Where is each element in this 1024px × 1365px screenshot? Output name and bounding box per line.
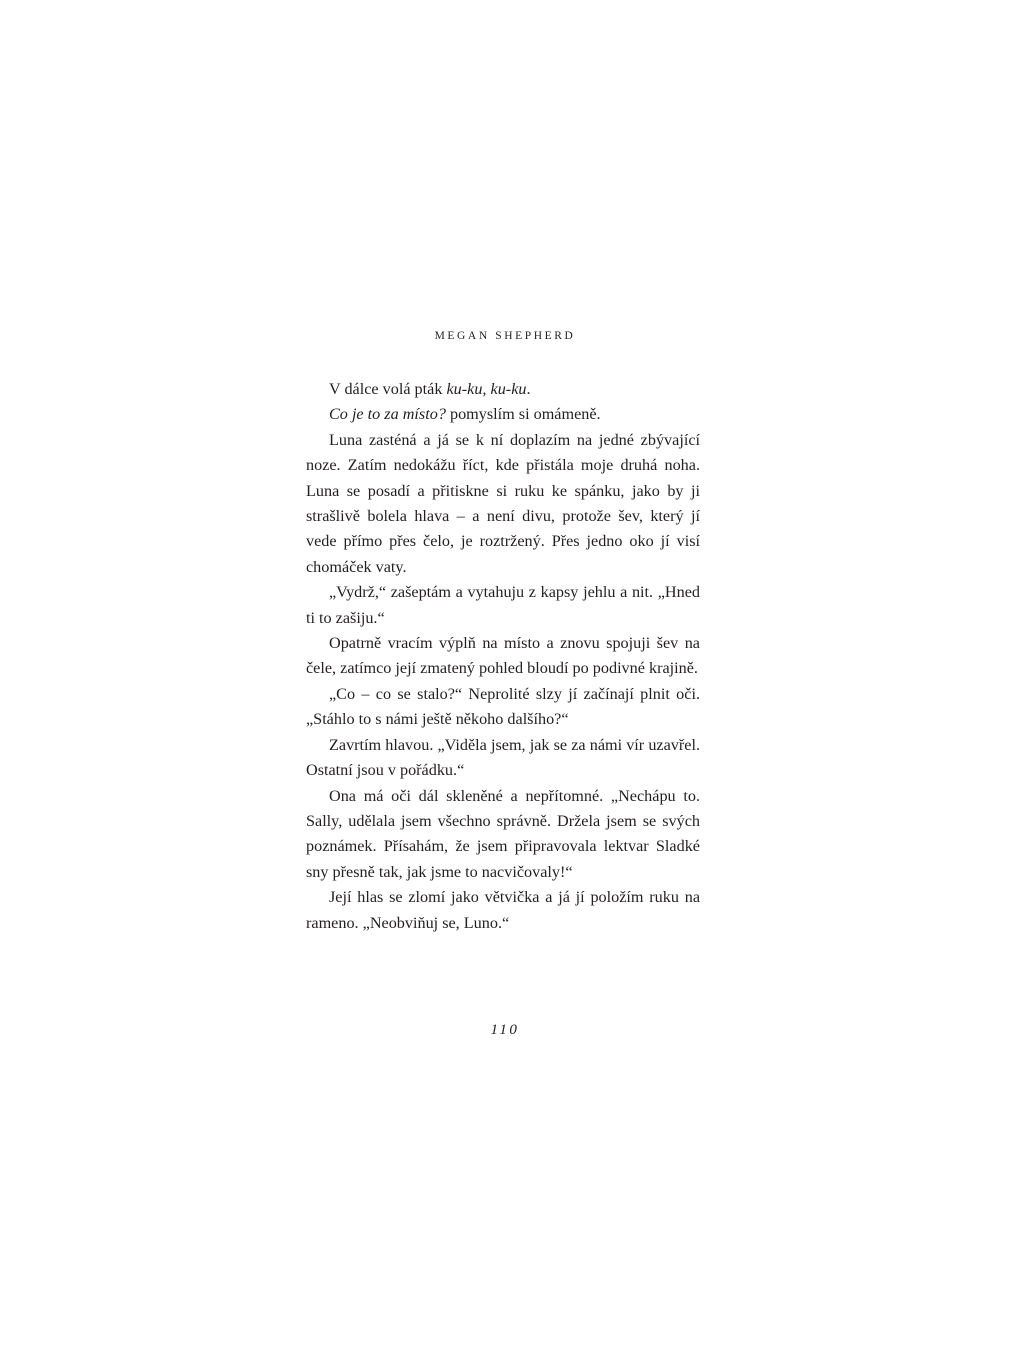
paragraph: Luna zasténá a já se k ní doplazím na jedné zbývající noze. Zatím nedokážu říct, kde přistála moje druhá noha. Luna se posadí a přitiskne si ruku ke spánku, jako by ji strašlivě bolela hlava – a není divu, protože šev, který jí vede přímo přes čelo, je roztržený. Přes jedno oko jí visí chomáček vaty. <box>306 430 700 576</box>
paragraph: Zavrtím hlavou. „Viděla jsem, jak se za námi vír uzavřel. Ostatní jsou v pořádku.“ <box>306 735 700 780</box>
paragraph: V dálce volá pták ku-ku, ku-ku. <box>329 380 531 398</box>
page-number: 110 <box>490 1022 520 1038</box>
paragraph: „Co – co se stalo?“ Neprolité slzy jí začínají plnit oči. „Stáhlo to s námi ještě někoho dalšího?“ <box>306 684 700 729</box>
italic-phrase: ku-ku, ku-ku <box>446 380 527 398</box>
paragraph: Opatrně vracím výplň na místo a znovu spojuji šev na čele, zatímco její zmatený pohled bloudí po podivné krajině. <box>306 634 700 678</box>
running-head: MEGAN SHEPHERD <box>434 330 576 342</box>
paragraph: Ona má oči dál skleněné a nepřítomné. „Nechápu to. Sally, udělala jsem všechno správně. Držela jsem se svých poznámek. Přísahám, že jsem připravovala lektvar Sladké sny přesně tak, jak jsme to nacvičovaly!“ <box>306 786 700 881</box>
paragraph: „Vydrž,“ zašeptám a vytahuju z kapsy jehlu a nit. „Hned ti to zašiju.“ <box>306 583 700 627</box>
paragraph: Její hlas se zlomí jako větvička a já jí položím ruku na rameno. „Neobviňuj se, Luno.“ <box>306 888 700 932</box>
italic-phrase: Co je to za místo? <box>329 405 446 424</box>
body-text <box>306 377 700 936</box>
paragraph: Co je to za místo? pomyslím si omámeně. <box>329 405 601 424</box>
